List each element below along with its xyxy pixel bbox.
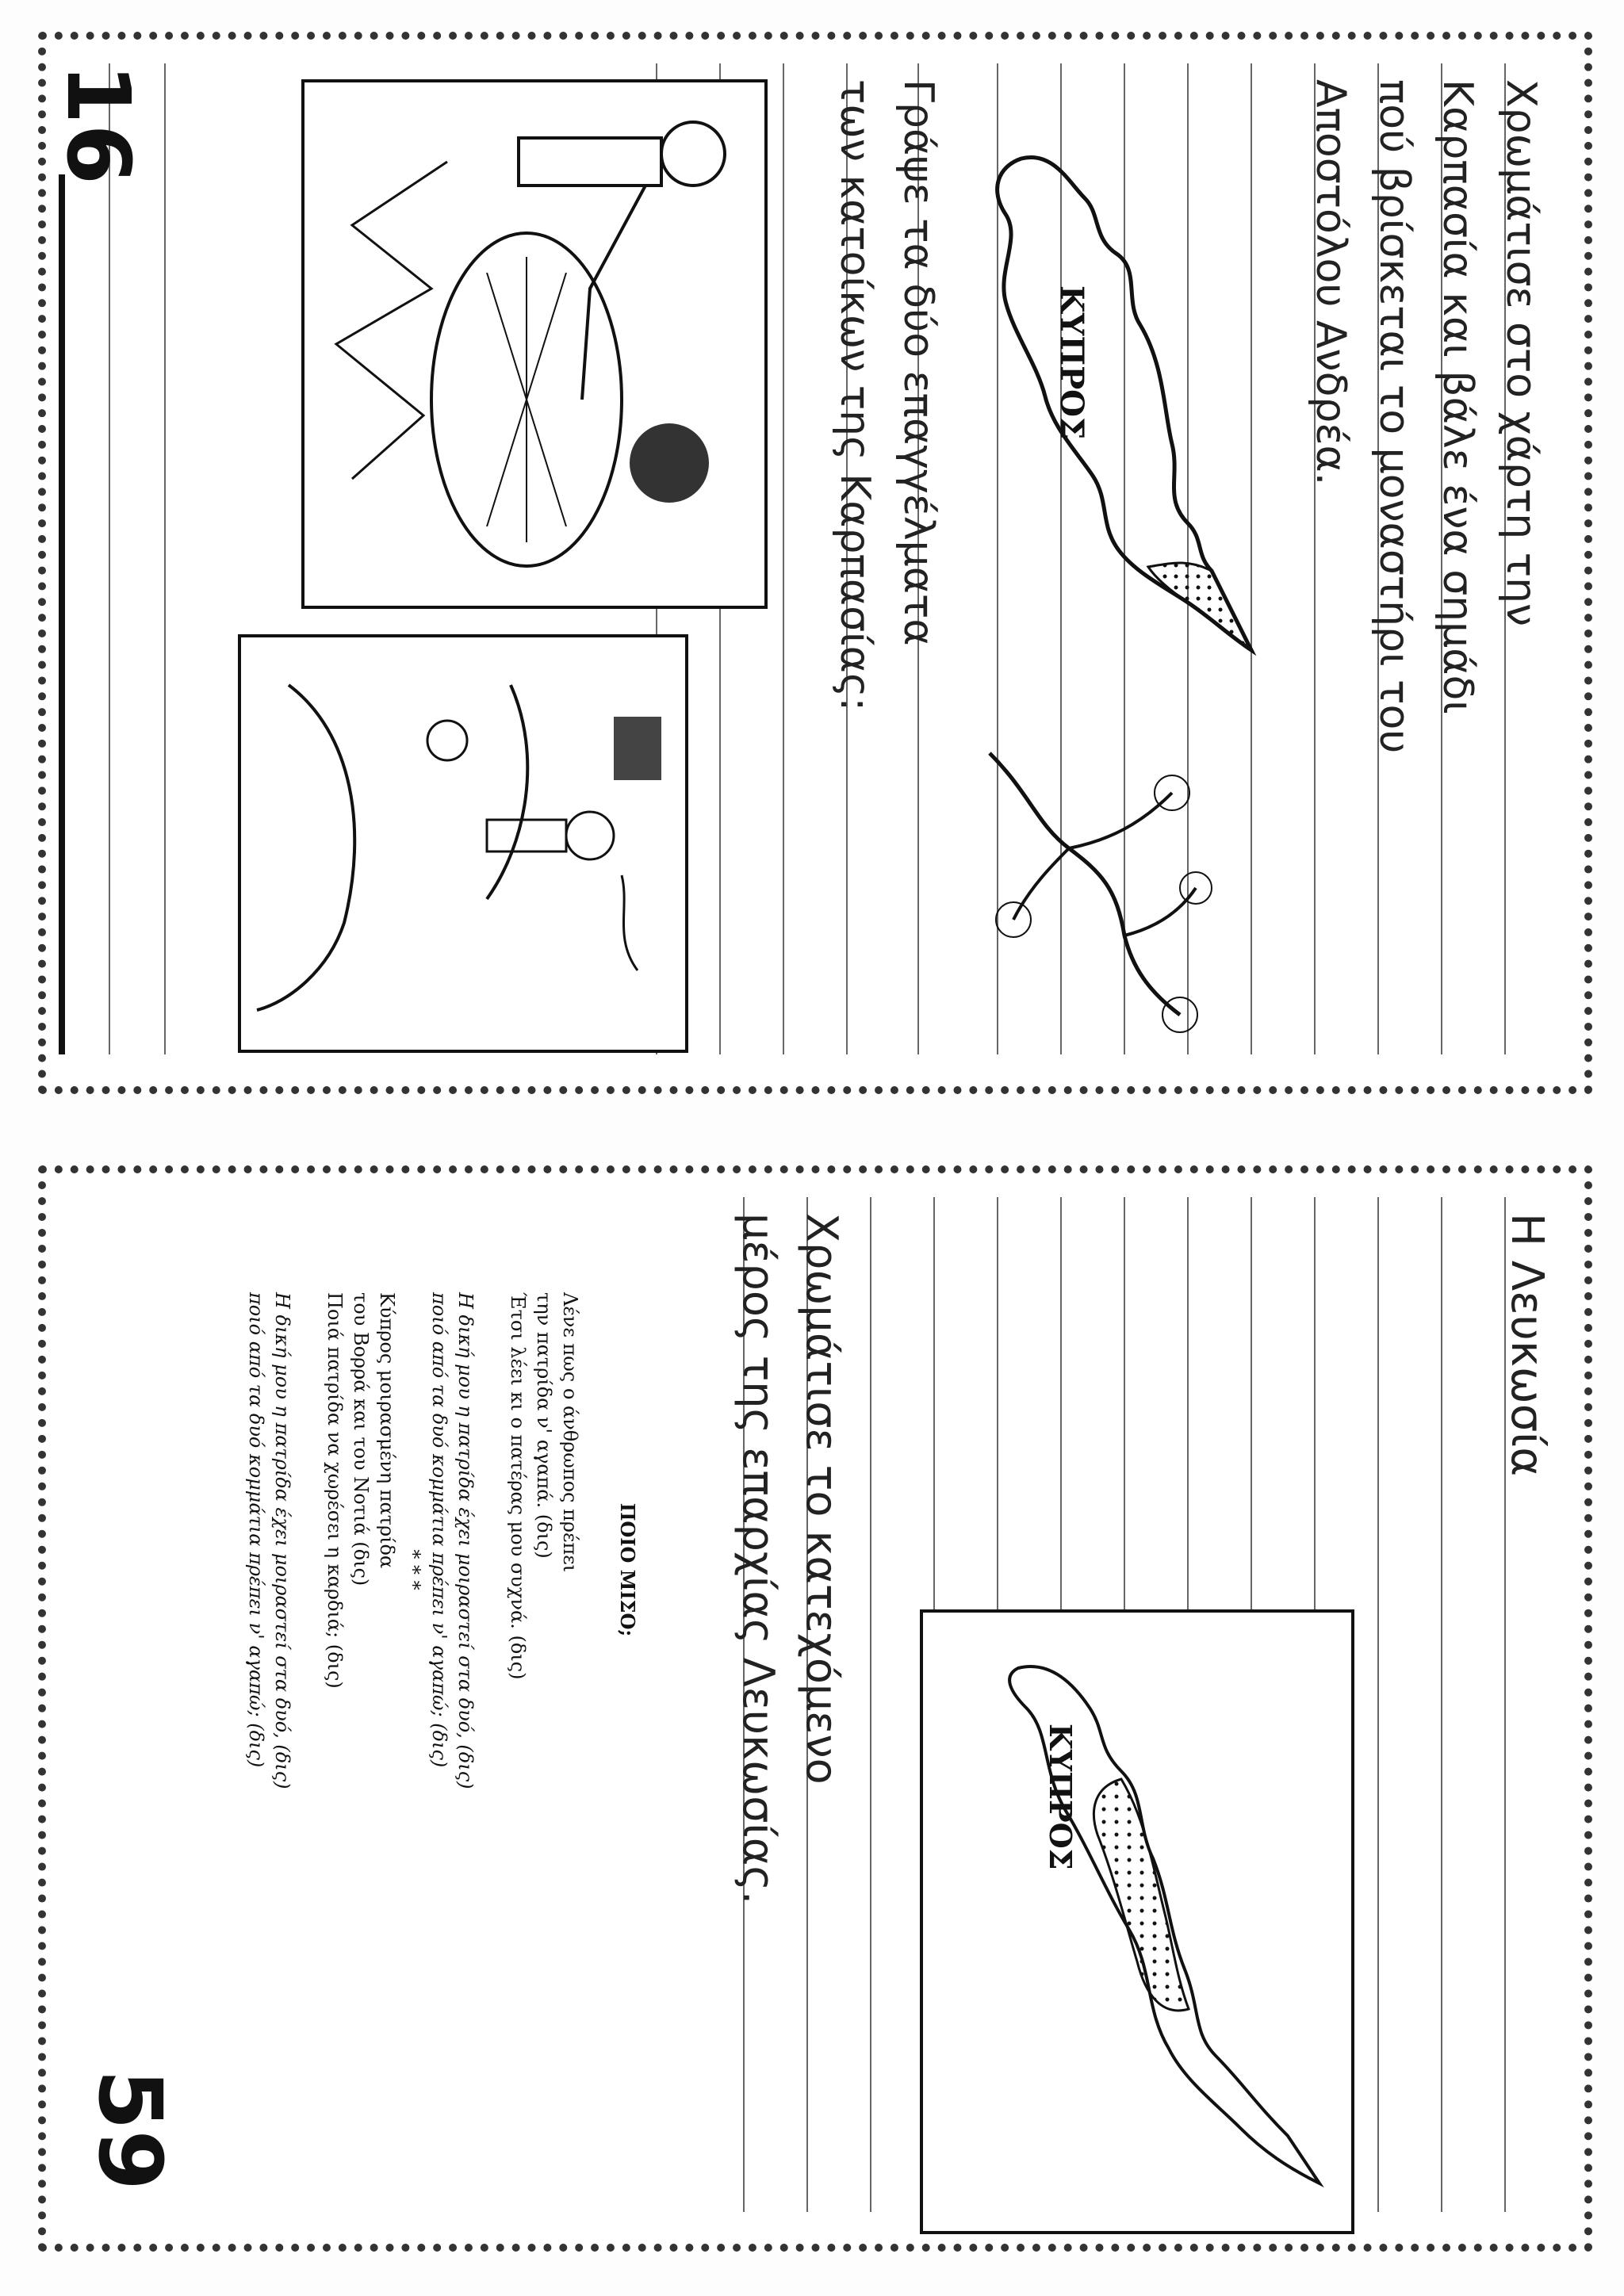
instruction-line-2: Καρπασία και βάλε ένα σημάδι xyxy=(1434,79,1481,714)
map-label-cyprus: ΚΥΠΡΟΣ xyxy=(1053,285,1090,440)
poem-block xyxy=(243,1292,641,2164)
instruction-line-1: Χρωμάτισε στο χάρτη την xyxy=(1497,79,1545,627)
poem-line: Ποιά πατρίδα να χωρέσει η καρδιά; (δις) xyxy=(324,1292,346,1689)
cyprus-map-lefkosia-frame xyxy=(920,1609,1354,2234)
poem-line: ποιό από τα δυό κομμάτια πρέπει ν' αγαπώ; (δις) xyxy=(428,1292,450,1768)
page-number-16: 16 xyxy=(48,63,149,186)
poem-line xyxy=(478,1292,504,2164)
poem-line: Η δική μου η πατρίδα έχει μοιραστεί στα δυό, (δις) xyxy=(454,1292,477,1789)
cyprus-map-lefkosia xyxy=(923,1613,1351,2231)
caper-plant-illustration xyxy=(966,729,1228,1062)
poem-line: την πατρίδα ν' αγαπά. (δις) xyxy=(533,1292,555,1559)
poem-line xyxy=(295,1292,321,2164)
page-number-59: 59 xyxy=(79,2069,181,2191)
instruction-right-line-1: Χρωμάτισε το κατεχόμενο xyxy=(797,1213,847,1785)
right-page xyxy=(38,1165,1592,2252)
poem-line: * * * xyxy=(402,1549,424,1590)
poem-line: του Βορρά και του Νοτιά (δις) xyxy=(350,1292,372,1586)
page-title-lefkosia: Η Λευκωσία xyxy=(1501,1213,1553,1477)
poem-line: ποιό από τα δυό κομμάτια πρέπει ν' αγαπώ; (δις) xyxy=(245,1292,267,1768)
instruction-line-4: Αποστόλου Ανδρέα. xyxy=(1307,79,1354,486)
poem-line: Έτσι λέει κι ο πατέρας μου συχνά. (δις) xyxy=(507,1292,529,1680)
instruction-2-line-2: των κατοίκων της Καρπασίας: xyxy=(831,79,879,711)
farmer-illustration xyxy=(238,634,688,1053)
left-page xyxy=(38,32,1592,1094)
poem-line: Η δική μου η πατρίδα έχει μοιραστεί στα δυό, (δις) xyxy=(271,1292,293,1789)
map-label-cyprus-right: ΚΥΠΡΟΣ xyxy=(1043,1724,1078,1870)
poem-title: ΠΟΙΟ ΜΙΣΟ; xyxy=(616,1502,639,1637)
poem-line: Λένε πως ο άνθρωπος πρέπει xyxy=(559,1292,581,1573)
cyprus-map-karpasia xyxy=(958,127,1259,682)
instruction-2-line-1: Γράψε τα δύο επαγγέλματα xyxy=(894,79,942,646)
fisherman-illustration xyxy=(301,79,768,609)
instruction-line-3: πού βρίσκεται το μοναστήρι του xyxy=(1370,79,1418,754)
instruction-right-line-2: μέρος της επαρχίας Λευκωσίας. xyxy=(733,1213,783,1905)
poem-line: Κύπρος μοιρασμένη πατρίδα xyxy=(376,1292,398,1569)
